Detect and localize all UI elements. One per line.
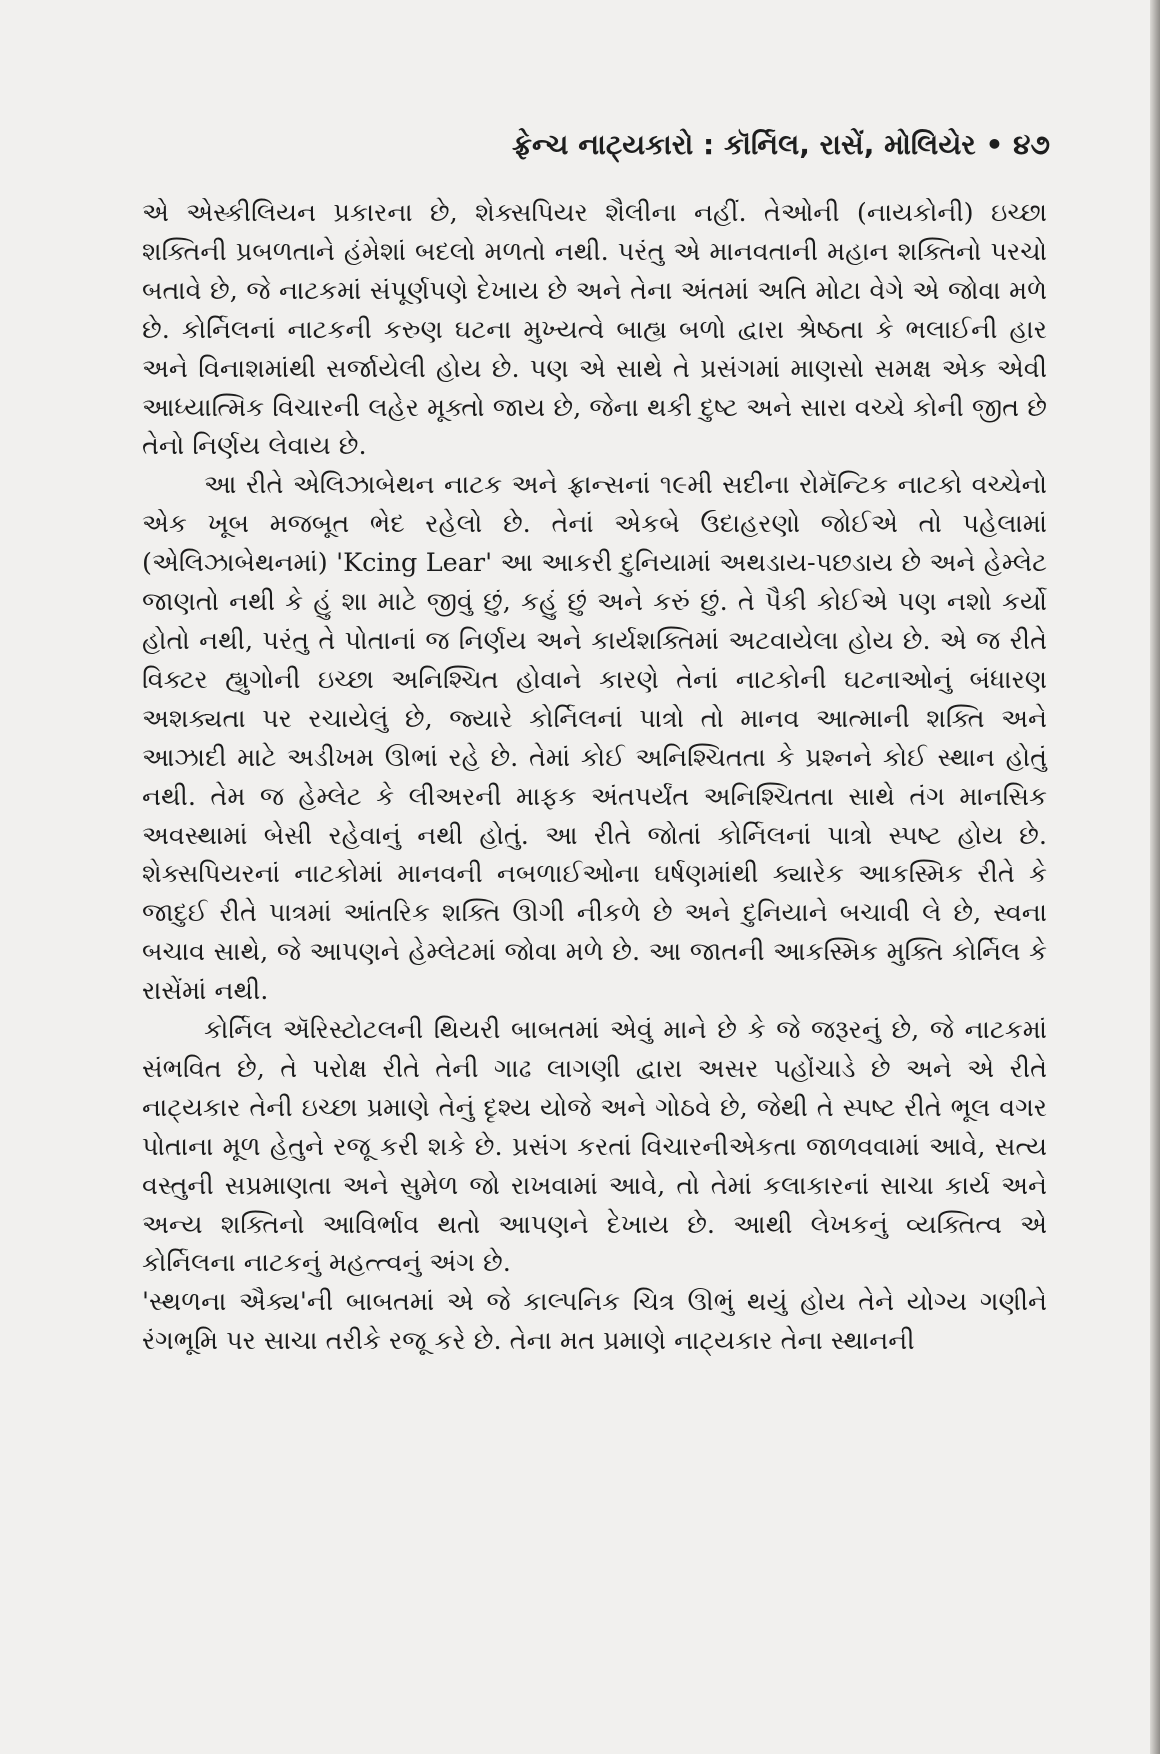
running-header bbox=[140, 128, 1050, 162]
body-text bbox=[142, 194, 1047, 1361]
header-bullet: • bbox=[985, 128, 1004, 161]
paragraph-4: 'સ્થળના ઐક્ય'ની બાબતમાં એ જે કાલ્પનિક ચિત્ર ઊભું થયું હોય તેને યોગ્ય ગણીને રંગભૂમિ પર સાચા તરીકે રજૂ કરે છે. તેના મત પ્રમાણે નાટ્યકાર તેના સ્થાનની bbox=[142, 1287, 1047, 1357]
paragraph-2: આ રીતે એલિઝાબેથન નાટક અને ફ્રાન્સનાં ૧૯મી સદીના રોમૅન્ટિક નાટકો વચ્ચેનો એક ખૂબ મજબૂત ભેદ રહેલો છે. તેનાં એકબે ઉદાહરણો જોઈએ તો પહેલામાં (એલિઝાબેથનમાં) 'Kcing Lear' આ આકરી દુનિયામાં અથડાય-પછડાય છે અને હેમ્લેટ જાણતો નથી કે હું શા માટે જીવું છું, કહું છું અને કરું છું. તે પૈકી કોઈએ પણ નશો કર્યો હોતો નથી, પરંતુ તે પોતાનાં જ નિર્ણય અને કાર્યશક્તિમાં અટવાયેલા હોય છે. એ જ રીતે વિક્ટર હ્યુગોની ઇચ્છા અનિશ્ચિત હોવાને કારણે તેનાં નાટકોની ઘટનાઓનું બંધારણ અશક્યતા પર રચાયેલું છે, જ્યારે કોર્નિલનાં પાત્રો તો માનવ આત્માની શક્તિ અને આઝાદી માટે અડીખમ ઊભાં રહે છે. તેમાં કોઈ અનિશ્ચિતતા કે પ્રશ્નને કોઈ સ્થાન હોતું નથી. તેમ જ હેમ્લેટ કે લીઅરની માફક અંતપર્યંત અનિશ્ચિતતા સાથે તંગ માનસિક અવસ્થામાં બેસી રહેવાનું નથી હોતું. આ રીતે જોતાં કોર્નિલનાં પાત્રો સ્પષ્ટ હોય છે. શેક્સપિયરનાં નાટકોમાં માનવની નબળાઈઓના ઘર્ષણમાંથી ક્યારેક આકસ્મિક રીતે કે જાદુઈ રીતે પાત્રમાં આંતરિક શક્તિ ઊગી નીકળે છે અને દુનિયાને બચાવી લે છે, સ્વના બચાવ સાથે, જે આપણને હેમ્લેટમાં જોવા મળે છે. આ જાતની આકસ્મિક મુક્તિ કોર્નિલ કે રાસેંમાં નથી. bbox=[142, 470, 1047, 1007]
running-title: ફ્રેન્ચ નાટ્યકારો : કૉર્નિલ, રાસેં, મોલિયેર bbox=[512, 128, 976, 161]
page-edge-shadow bbox=[1150, 0, 1160, 1754]
page-number: ૪૭ bbox=[1013, 128, 1050, 161]
paragraph-3: કોર્નિલ ઍરિસ્ટોટલની થિયરી બાબતમાં એવું માને છે કે જે જરૂરનું છે, જે નાટકમાં સંભવિત છે, તે પરોક્ષ રીતે તેની ગાઢ લાગણી દ્વારા અસર પહોંચાડે છે અને એ રીતે નાટ્યકાર તેની ઇચ્છા પ્રમાણે તેનું દૃશ્ય યોજે અને ગોઠવે છે, જેથી તે સ્પષ્ટ રીતે ભૂલ વગર પોતાના મૂળ હેતુને રજૂ કરી શકે છે. પ્રસંગ કરતાં વિચારનીએકતા જાળવવામાં આવે, સત્ય વસ્તુની સપ્રમાણતા અને સુમેળ જો રાખવામાં આવે, તો તેમાં કલાકારનાં સાચા કાર્ય અને અન્ય શક્તિનો આવિર્ભાવ થતો આપણને દેખાય છે. આથી લેખકનું વ્યક્તિત્વ એ કોર્નિલના નાટકનું મહત્ત્વનું અંગ છે. bbox=[142, 1015, 1047, 1279]
paragraph-1: એ એસ્કીલિયન પ્રકારના છે, શેક્સપિયર શૈલીના નહીં. તેઓની (નાયકોની) ઇચ્છા શક્તિની પ્રબળતાને હંમેશાં બદલો મળતો નથી. પરંતુ એ માનવતાની મહાન શક્તિનો પરચો બતાવે છે, જે નાટકમાં સંપૂર્ણપણે દેખાય છે અને તેના અંતમાં અતિ મોટા વેગે એ જોવા મળે છે. કોર્નિલનાં નાટકની કરુણ ઘટના મુખ્યત્વે બાહ્ય બળો દ્વારા શ્રેષ્ઠતા કે ભલાઈની હાર અને વિનાશમાંથી સર્જાયેલી હોય છે. પણ એ સાથે તે પ્રસંગમાં માણસો સમક્ષ એક એવી આધ્યાત્મિક વિચારની લહેર મૂક્તો જાય છે, જેના થકી દુષ્ટ અને સારા વચ્ચે કોની જીત છે તેનો નિર્ણય લેવાય છે. bbox=[142, 198, 1047, 462]
